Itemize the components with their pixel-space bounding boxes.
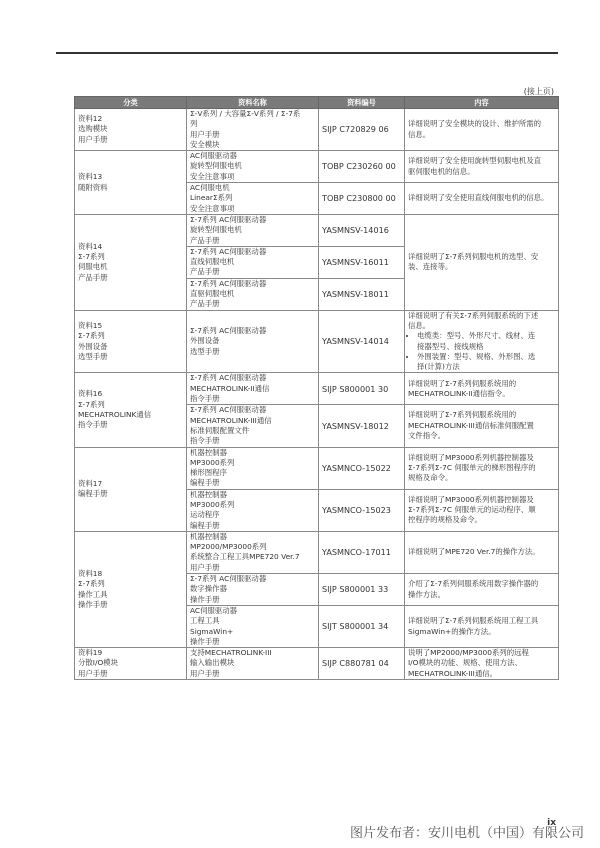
category-cell — [75, 214, 187, 310]
cell-line: 装、连接等。 — [408, 262, 453, 272]
document-name-cell — [187, 278, 319, 310]
document-code-cell: SIJT S800001 34 — [319, 605, 405, 647]
document-name-cell — [187, 151, 319, 183]
cell-line: Σ-7系列 AC伺服驱动器 — [190, 214, 267, 224]
cell-line: 安全注意事项 — [190, 203, 235, 213]
document-name-cell — [187, 373, 319, 405]
cell-line: Σ-7系列 — [78, 579, 105, 589]
cell-line: Σ-7系列 — [78, 399, 105, 409]
cell-line: MECHATROLINK-III通信标准伺服配置 — [408, 420, 534, 430]
cell-line: 信息。 — [408, 129, 431, 139]
content-cell — [405, 574, 559, 606]
bullet-line: • 外围装置：型号、规格、外形图、选 — [417, 351, 536, 361]
cell-line: AC伺服驱动器 — [190, 605, 238, 615]
table-row — [75, 648, 559, 680]
cell-line: MP3000系列 — [190, 499, 235, 509]
content-cell — [405, 605, 559, 647]
document-code-cell: SIJP C880781 04 — [319, 648, 405, 680]
cell-line: 外围设备 — [78, 341, 108, 351]
cell-line: 选型手册 — [78, 351, 108, 361]
cell-line: 伺服电机 — [78, 262, 108, 272]
table-row — [75, 109, 559, 151]
cell-line: 详细说明了有关Σ-7系列伺服系统的下述 — [408, 310, 539, 320]
cell-line: Σ-7系列Σ-7C 伺服单元的运动程序、顺 — [408, 505, 536, 515]
cell-line: 外围设备 — [190, 336, 220, 346]
cell-line: 产品手册 — [78, 272, 108, 282]
document-code-cell: TOBP C230800 00 — [319, 183, 405, 215]
document-name-cell — [187, 405, 319, 447]
bullet-item — [417, 331, 555, 352]
cell-line: 详细说明了Σ-7系列伺服电机的选型、安 — [408, 252, 539, 261]
document-name-cell — [187, 310, 319, 373]
page-number: ix — [547, 818, 556, 828]
document-code-cell: YASMNCO-15022 — [319, 447, 405, 489]
category-cell — [75, 151, 187, 215]
table-row — [75, 531, 559, 573]
cell-line: Σ-7系列 AC伺服驱动器 — [190, 405, 267, 415]
cell-line: Σ-7系列 AC伺服驱动器 — [190, 326, 267, 336]
cell-line: 梯形图程序 — [190, 468, 227, 478]
cell-line: 资料13 — [78, 172, 103, 182]
document-code-cell: YASMNCO-17011 — [319, 531, 405, 573]
cell-line: Σ-V系列 / 大容量Σ-V系列 / Σ-7系 — [190, 109, 301, 118]
table-row — [75, 151, 559, 183]
cell-line: 机器控制器 — [190, 531, 227, 541]
content-cell — [405, 183, 559, 215]
document-code-cell: TOBP C230260 00 — [319, 151, 405, 183]
cell-line: 详细说明了Σ-7系列伺服系统用的 — [408, 410, 517, 420]
cell-line: 详细说明了MP3000系列机器控制器及 — [408, 494, 534, 504]
cell-line: 操作手册 — [190, 636, 220, 646]
content-cell — [405, 531, 559, 573]
document-code-cell: YASMNSV-14016 — [319, 214, 405, 246]
cell-line: 产品手册 — [190, 235, 220, 245]
cell-line: MECHATROLINK-III通信。 — [408, 668, 497, 678]
cell-line: 机器控制器 — [190, 489, 227, 499]
header-category: 分类 — [75, 97, 187, 109]
cell-line: 机器控制器 — [190, 447, 227, 457]
cell-line: 规格及命令。 — [408, 473, 453, 483]
cell-line: 操作手册 — [78, 599, 108, 609]
document-name-cell — [187, 246, 319, 278]
document-code-cell: YASMNCO-15023 — [319, 489, 405, 531]
header-name: 资料名称 — [187, 97, 319, 109]
cell-line: 旋转型伺服电机 — [190, 161, 242, 171]
cell-line: SigmaWin+ — [190, 626, 234, 636]
cell-line: 编程手册 — [78, 489, 108, 499]
document-name-cell — [187, 109, 319, 151]
cell-line: 工程工具 — [190, 616, 220, 626]
cell-line: Σ-7系列 AC伺服驱动器 — [190, 278, 267, 288]
category-cell — [75, 648, 187, 680]
cell-line: 直驱伺服电机 — [190, 289, 235, 299]
cell-line: Σ-7系列 AC伺服驱动器 — [190, 574, 267, 584]
cell-line: 资料12 — [78, 114, 103, 124]
cell-line: 直线伺服电机 — [190, 257, 235, 267]
cell-line: 资料16 — [78, 389, 103, 399]
cell-line: 安全注意事项 — [190, 171, 235, 181]
cell-line: 详细说明了MPE720 Ver.7的操作方法。 — [408, 547, 540, 557]
document-code-cell: YASMNSV-18012 — [319, 405, 405, 447]
category-cell — [75, 310, 187, 373]
cell-line: 用户手册 — [78, 668, 108, 678]
cell-line: 指令手册 — [190, 436, 220, 446]
cell-line: 用户手册 — [190, 668, 220, 678]
category-cell — [75, 447, 187, 531]
cell-line: 详细说明了Σ-7系列伺服系统用的 — [408, 378, 517, 388]
document-name-cell — [187, 531, 319, 573]
cell-line: 产品手册 — [190, 267, 220, 277]
continued-note: (接上页) — [523, 87, 554, 96]
content-cell — [405, 214, 559, 310]
cell-line: 标准伺服配置文件 — [190, 425, 250, 435]
header-content: 内容 — [405, 97, 559, 109]
content-cell — [405, 310, 559, 373]
cell-line: 信息。 — [408, 320, 431, 330]
content-cell — [405, 405, 559, 447]
cell-line: 安全模块 — [190, 139, 220, 149]
cell-line: 详细说明了安全使用旋转型伺服电机及直 — [408, 156, 542, 166]
cell-line: 输入输出模块 — [190, 658, 235, 668]
header-row — [75, 97, 559, 109]
bullet-item — [417, 352, 555, 373]
cell-line: AC伺服电机 — [190, 183, 230, 193]
cell-line: 支持MECHATROLINK-III — [190, 648, 272, 658]
cell-line: 详细说明了安全使用直线伺服电机的信息。 — [408, 193, 549, 203]
cell-line: 列 — [190, 119, 198, 129]
document-name-cell — [187, 605, 319, 647]
cell-line: SigmaWin+的操作方法。 — [408, 626, 496, 636]
cell-line: 详细说明了MP3000系列机器控制器及 — [408, 452, 534, 462]
cell-line: 用户手册 — [78, 134, 108, 144]
table-row — [75, 373, 559, 405]
document-name-cell — [187, 489, 319, 531]
cell-line: 资料15 — [78, 320, 103, 330]
cell-line: MP3000系列 — [190, 457, 235, 467]
document-code-cell: YASMNSV-18011 — [319, 278, 405, 310]
cell-line: 文件指令。 — [408, 431, 445, 441]
document-name-cell — [187, 574, 319, 606]
document-name-cell — [187, 447, 319, 489]
header-code: 资料编号 — [319, 97, 405, 109]
cell-line: LinearΣ系列 — [190, 193, 233, 203]
cell-line: 编程手册 — [190, 478, 220, 488]
content-bullets — [408, 331, 555, 372]
content-cell — [405, 151, 559, 183]
cell-line: 操作手册 — [190, 594, 220, 604]
cell-line: MECHATROLINK-II通信 — [190, 383, 270, 393]
cell-line: 用户手册 — [190, 562, 220, 572]
content-cell — [405, 648, 559, 680]
document-table — [74, 96, 559, 680]
cell-line: 数字操作器 — [190, 584, 227, 594]
category-cell — [75, 531, 187, 647]
bullet-line: 接器型号、接线规格 — [417, 341, 484, 351]
content-cell — [405, 109, 559, 151]
document-code-cell: SIJP S800001 30 — [319, 373, 405, 405]
cell-line: MECHATROLINK-III通信 — [190, 415, 272, 425]
category-cell — [75, 109, 187, 151]
table-body — [75, 109, 559, 680]
cell-line: 驱伺服电机的信息。 — [408, 166, 475, 176]
cell-line: 控程序的规格及命令。 — [408, 515, 482, 525]
content-cell — [405, 373, 559, 405]
cell-line: 系统整合工程工具MPE720 Ver.7 — [190, 552, 300, 562]
cell-line: AC伺服驱动器 — [190, 151, 238, 161]
document-name-cell — [187, 214, 319, 246]
document-name-cell — [187, 648, 319, 680]
cell-line: 分散I/O模块 — [78, 658, 119, 668]
document-name-cell — [187, 183, 319, 215]
cell-line: Σ-7系列 — [78, 331, 105, 341]
cell-line: 操作方法。 — [408, 589, 445, 599]
cell-line: 产品手册 — [190, 299, 220, 309]
document-code-cell: YASMNSV-16011 — [319, 246, 405, 278]
cell-line: 说明了MP2000/MP3000系列的远程 — [408, 648, 529, 658]
cell-line: 选购模块 — [78, 124, 108, 134]
watermark: 图片发布者：安川电机（中国）有限公司 — [349, 826, 584, 841]
top-rule — [56, 52, 558, 54]
bullet-line: 择(计算)方法 — [417, 362, 460, 372]
cell-line: Σ-7系列Σ-7C 伺服单元的梯形图程序的 — [408, 462, 536, 472]
bullet-line: • 电缆类：型号、外形尺寸、线材、连 — [417, 331, 536, 341]
cell-line: 详细说明了安全模块的设计、维护所需的 — [408, 119, 542, 129]
cell-line: I/O模块的功能、规格、使用方法、 — [408, 658, 522, 668]
cell-line: 运动程序 — [190, 510, 220, 520]
cell-line: MP2000/MP3000系列 — [190, 542, 267, 552]
cell-line: Σ-7系列 AC伺服驱动器 — [190, 373, 267, 383]
cell-line: MECHATROLINK-II通信指令。 — [408, 388, 510, 398]
cell-line: 随附资料 — [78, 182, 108, 192]
document-code-cell: SIJP C720829 06 — [319, 109, 405, 151]
table-row — [75, 310, 559, 373]
cell-line: 用户手册 — [190, 129, 220, 139]
cell-line: 资料18 — [78, 568, 103, 578]
cell-line: 旋转型伺服电机 — [190, 225, 242, 235]
content-cell — [405, 489, 559, 531]
table-row — [75, 214, 559, 246]
document-code-cell: SIJP S800001 33 — [319, 574, 405, 606]
document-code-cell: YASMNSV-14014 — [319, 310, 405, 373]
cell-line: 选型手册 — [190, 346, 220, 356]
cell-line: 详细说明了Σ-7系列伺服系统用工程工具 — [408, 616, 539, 626]
cell-line: Σ-7系列 — [78, 252, 105, 261]
category-cell — [75, 373, 187, 447]
table-row — [75, 447, 559, 489]
cell-line: 操作工具 — [78, 589, 108, 599]
cell-line: Σ-7系列 AC伺服驱动器 — [190, 246, 267, 256]
cell-line: 资料14 — [78, 241, 103, 251]
cell-line: 指令手册 — [190, 394, 220, 404]
cell-line: MECHATROLINK通信 — [78, 409, 152, 419]
content-cell — [405, 447, 559, 489]
cell-line: 资料19 — [78, 648, 103, 658]
cell-line: 指令手册 — [78, 420, 108, 430]
cell-line: 介绍了Σ-7系列伺服系统用数字操作器的 — [408, 579, 539, 589]
cell-line: 资料17 — [78, 478, 103, 488]
cell-line: 编程手册 — [190, 520, 220, 530]
